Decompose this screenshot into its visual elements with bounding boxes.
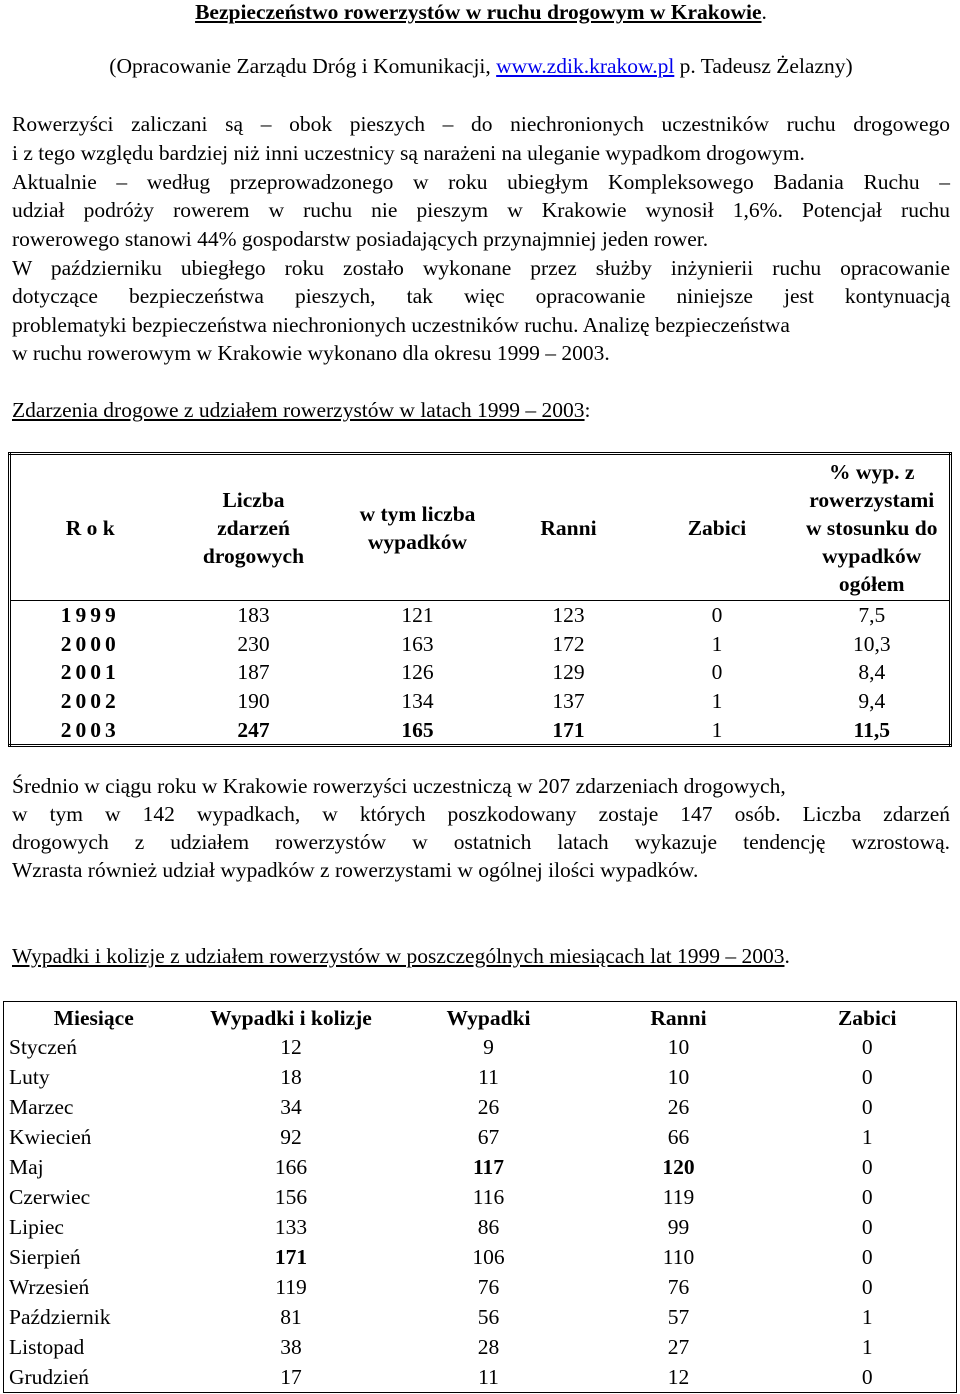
intro-line: udział podróży rowerem w ruchu nie pieszym w Krakowie wynosił 1,6%. Potencjał ruchu	[12, 198, 950, 222]
cell-wik: 156	[274, 1185, 308, 1209]
table2-caption-text: Wypadki i kolizje z udziałem rowerzystów w poszczególnych miesiącach lat 1999 – 2003	[12, 944, 785, 968]
cell-wypadki: 126	[401, 660, 434, 685]
intro-line: dotyczące bezpieczeństwa pieszych, tak więc opracowanie niniejsze jest kontynuacją	[12, 284, 950, 308]
cell-zabici: 1	[861, 1305, 873, 1329]
table-row	[4, 1152, 957, 1182]
cell-ranni: 110	[662, 1245, 695, 1269]
source-link[interactable]: www.zdik.krakow.pl	[496, 54, 675, 78]
cell-wypadki: 117	[472, 1155, 505, 1179]
cell-ranni: 99	[667, 1215, 690, 1239]
table-row	[4, 1122, 957, 1152]
cell-wypadki: 56	[477, 1305, 500, 1329]
cell-miesiac: Listopad	[9, 1335, 85, 1359]
table-row	[4, 1212, 957, 1242]
cell-miesiac: Maj	[9, 1155, 44, 1179]
source-suffix: p. Tadeusz Żelazny)	[674, 54, 853, 78]
cell-rok: 1999	[60, 603, 120, 628]
cell-zabici: 0	[711, 603, 723, 628]
summary-line: drogowych z udziałem rowerzystów w ostatnich latach wykazuje tendencję wzrostową.	[12, 830, 950, 854]
cell-wypadki: 28	[477, 1335, 500, 1359]
cell-wik: 81	[280, 1305, 302, 1329]
cell-miesiac: Luty	[9, 1065, 50, 1089]
header-ranni: Ranni	[650, 1006, 707, 1030]
header-ranni: Ranni	[540, 515, 597, 540]
title-dot: .	[761, 0, 767, 24]
table1-caption-suffix: :	[584, 398, 591, 422]
intro-line: rowerowego stanowi 44% gospodarstw posiadających przynajmniej jeden rower.	[12, 227, 709, 251]
cell-ranni: 66	[667, 1125, 690, 1149]
cell-wypadki: 11	[478, 1365, 499, 1389]
cell-zdarzenia: 190	[237, 689, 270, 714]
intro-line: Rowerzyści zaliczani są – obok pieszych – do niechronionych uczestników ruchu drogowego	[12, 112, 950, 136]
table-row	[10, 601, 951, 630]
cell-zabici: 0	[861, 1155, 873, 1179]
cell-wypadki: 163	[401, 631, 434, 656]
cell-procent: 8,4	[858, 660, 886, 685]
summary-line: Wzrasta również udział wypadków z rowerzystami w ogólnej ilości wypadków.	[12, 858, 699, 882]
cell-ranni: 10	[667, 1065, 690, 1089]
cell-wypadki: 67	[477, 1125, 500, 1149]
header-zdarzen: Liczba zdarzeń drogowych	[202, 487, 305, 568]
table-header-row	[10, 454, 951, 601]
cell-procent: 9,4	[858, 689, 886, 714]
cell-rok: 2001	[60, 660, 120, 685]
header-wypadki-i-kolizje: Wypadki i kolizje	[210, 1006, 372, 1030]
cell-wik: 119	[275, 1275, 307, 1299]
table-row	[4, 1302, 957, 1332]
cell-wik: 34	[280, 1095, 302, 1119]
cell-wik: 18	[280, 1065, 302, 1089]
intro-line: W październiku ubiegłego roku zostało wykonane przez służby inżynierii ruchu opracowanie	[12, 256, 950, 280]
cell-zabici: 0	[711, 660, 723, 685]
cell-wik: 17	[280, 1365, 302, 1389]
cell-zabici: 1	[711, 631, 723, 656]
cell-zabici: 1	[861, 1335, 873, 1359]
cell-wypadki: 11	[478, 1065, 499, 1089]
cell-rok: 2002	[60, 689, 120, 714]
cell-miesiac: Sierpień	[9, 1245, 81, 1269]
header-miesiace: Miesiące	[53, 1006, 134, 1030]
cell-zabici: 1	[711, 689, 723, 714]
cell-wypadki: 86	[477, 1215, 500, 1239]
table-row	[10, 630, 951, 659]
table-row	[4, 1092, 957, 1122]
cell-wik: 38	[280, 1335, 302, 1359]
intro-line: i z tego względu bardziej niż inni uczestnicy są narażeni na uleganie wypadkom drogowym.	[12, 141, 805, 165]
cell-zdarzenia: 230	[237, 631, 270, 656]
cell-procent: 10,3	[852, 631, 891, 656]
cell-wypadki: 116	[472, 1185, 505, 1209]
intro-line: problematyki bezpieczeństwa niechronionych uczestników ruchu. Analizę bezpieczeństwa	[12, 313, 790, 337]
table-row	[4, 1032, 957, 1062]
title-text: Bezpieczeństwo rowerzystów w ruchu drogowym w Krakowie	[195, 0, 762, 24]
table-row	[4, 1182, 957, 1212]
header-zabici: Zabici	[687, 515, 747, 540]
cell-wik: 171	[274, 1245, 308, 1269]
header-wypadki: Wypadki	[446, 1006, 531, 1030]
cell-ranni: 26	[667, 1095, 690, 1119]
table-row	[4, 1272, 957, 1302]
cell-procent: 11,5	[853, 717, 890, 742]
cell-rok: 2000	[60, 631, 120, 656]
table-row	[10, 687, 951, 716]
cell-ranni: 172	[552, 631, 585, 656]
cell-wik: 12	[280, 1035, 302, 1059]
cell-ranni: 119	[662, 1185, 695, 1209]
cell-miesiac: Grudzień	[9, 1365, 89, 1389]
cell-miesiac: Czerwiec	[9, 1185, 91, 1209]
document-title	[12, 0, 950, 26]
table1-caption-text: Zdarzenia drogowe z udziałem rowerzystów w latach 1999 – 2003	[12, 398, 585, 422]
table2-caption-suffix: .	[784, 944, 790, 968]
cell-wik: 133	[274, 1215, 308, 1239]
table2-caption	[12, 942, 950, 970]
cell-miesiac: Styczeń	[9, 1035, 78, 1059]
header-procent: % wyp. z rowerzystami w stosunku do wypadków ogółem	[806, 459, 938, 596]
table-row	[4, 1062, 957, 1092]
header-wypadkow: w tym liczba wypadków	[359, 501, 476, 554]
intro-line: Aktualnie – według przeprowadzonego w roku ubiegłym Kompleksowego Badania Ruchu –	[12, 170, 950, 194]
source-prefix: (Opracowanie Zarządu Dróg i Komunikacji,	[109, 54, 497, 78]
cell-wypadki: 26	[477, 1095, 500, 1119]
cell-wypadki: 106	[472, 1245, 505, 1269]
cell-zabici: 0	[861, 1365, 873, 1389]
cell-ranni: 129	[552, 660, 585, 685]
cell-miesiac: Lipiec	[9, 1215, 64, 1239]
cell-ranni: 10	[667, 1035, 690, 1059]
cell-ranni: 137	[552, 689, 585, 714]
cell-zabici: 1	[711, 717, 723, 742]
summary-line: w tym w 142 wypadkach, w których poszkodowany zostaje 147 osób. Liczba zdarzeń	[12, 802, 950, 826]
cell-procent: 7,5	[858, 603, 886, 628]
table-row	[4, 1242, 957, 1272]
cell-ranni: 57	[667, 1305, 690, 1329]
cell-zabici: 0	[861, 1215, 873, 1239]
cell-ranni: 171	[552, 717, 585, 742]
cell-zabici: 0	[861, 1035, 873, 1059]
source-line	[12, 52, 950, 80]
cell-rok: 2003	[60, 717, 120, 742]
table-header-row	[4, 1002, 957, 1033]
monthly-incidents-table	[3, 1001, 957, 1393]
cell-zdarzenia: 247	[237, 717, 270, 742]
cell-zabici: 0	[861, 1245, 873, 1269]
table-row	[10, 658, 951, 687]
cell-ranni: 12	[667, 1365, 690, 1389]
cell-wypadki: 165	[401, 717, 434, 742]
cell-ranni: 27	[667, 1335, 690, 1359]
cell-wik: 166	[274, 1155, 308, 1179]
cell-ranni: 76	[667, 1275, 690, 1299]
cell-wypadki: 121	[401, 603, 434, 628]
table-row	[4, 1362, 957, 1393]
table1-caption	[12, 396, 950, 424]
summary-line: Średnio w ciągu roku w Krakowie rowerzyści uczestniczą w 207 zdarzeniach drogowych,	[12, 774, 786, 798]
yearly-incidents-table	[8, 452, 952, 747]
table-row	[10, 715, 951, 745]
header-rok: R o k	[65, 515, 115, 540]
header-zabici: Zabici	[837, 1006, 897, 1030]
cell-miesiac: Marzec	[9, 1095, 74, 1119]
cell-miesiac: Kwiecień	[9, 1125, 92, 1149]
cell-wik: 92	[280, 1125, 302, 1149]
cell-wypadki: 9	[483, 1035, 494, 1059]
intro-line: w ruchu rowerowym w Krakowie wykonano dla okresu 1999 – 2003.	[12, 341, 610, 365]
cell-zabici: 0	[861, 1095, 873, 1119]
cell-zabici: 0	[861, 1065, 873, 1089]
cell-ranni: 123	[552, 603, 585, 628]
table-row	[4, 1332, 957, 1362]
cell-miesiac: Wrzesień	[9, 1275, 90, 1299]
cell-zabici: 1	[861, 1125, 873, 1149]
cell-zdarzenia: 187	[237, 660, 270, 685]
cell-zdarzenia: 183	[237, 603, 270, 628]
cell-ranni: 120	[662, 1155, 695, 1179]
cell-zabici: 0	[861, 1185, 873, 1209]
cell-wypadki: 134	[401, 689, 434, 714]
cell-zabici: 0	[861, 1275, 873, 1299]
cell-wypadki: 76	[477, 1275, 500, 1299]
cell-miesiac: Październik	[9, 1305, 111, 1329]
